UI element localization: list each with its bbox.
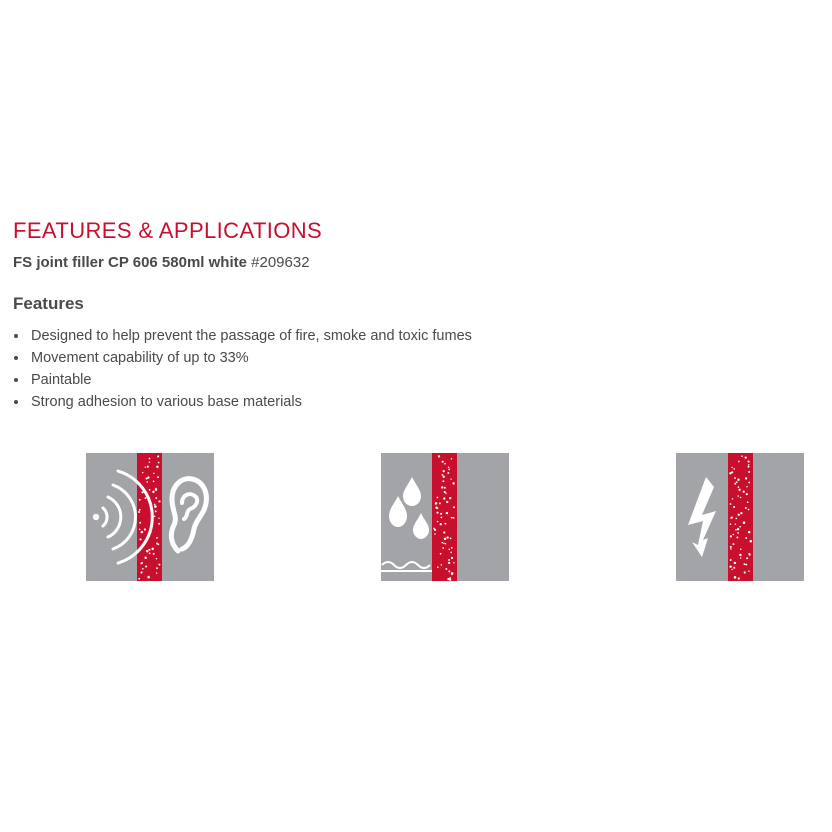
sealant-speckle <box>730 503 732 505</box>
sealant-speckle <box>440 523 442 525</box>
sealant-speckle <box>138 578 140 580</box>
sealant-speckle <box>446 512 448 514</box>
page-title: FEATURES & APPLICATIONS <box>13 218 323 243</box>
sealant-speckle <box>148 549 150 551</box>
sealant-speckle <box>735 523 736 524</box>
sealant-speckle <box>451 458 452 459</box>
sealant-speckle <box>451 572 454 575</box>
sealant-speckle <box>447 472 449 474</box>
sealant-speckle <box>151 526 153 528</box>
sealant-speckle <box>151 508 153 510</box>
sealant-speckle <box>139 499 141 501</box>
sealant-speckle <box>155 497 157 499</box>
sealant-speckle <box>734 576 737 579</box>
sealant-speckle <box>141 572 143 574</box>
sealant-speckle <box>734 562 736 564</box>
sealant-speckle <box>449 577 451 579</box>
sealant-speckle <box>149 489 151 491</box>
sealant-speckle <box>158 564 160 566</box>
sealant-speckle <box>156 558 157 559</box>
features-applications-section <box>13 217 813 413</box>
sealant-speckle <box>747 501 749 503</box>
sealant-speckle <box>738 495 740 497</box>
sealant-speckle <box>158 462 160 464</box>
sealant-speckle <box>736 536 738 538</box>
sealant-speckle <box>445 543 446 544</box>
sealant-speckle <box>154 505 157 508</box>
sealant-speckle <box>734 477 736 479</box>
sealant-speckle <box>444 491 446 493</box>
sealant-speckle <box>748 466 750 468</box>
acoustic-sound-ear-icon <box>86 453 214 581</box>
sealant-speckle <box>153 480 155 482</box>
sealant-speckle <box>734 483 736 485</box>
feature-list <box>13 325 813 413</box>
sealant-speckle <box>443 476 445 478</box>
sealant-speckle <box>730 559 732 561</box>
sealant-speckle <box>440 513 442 515</box>
sealant-speckle <box>738 577 740 579</box>
product-line <box>13 253 813 273</box>
sealant-speckle <box>739 554 742 557</box>
sealant-speckle <box>733 468 735 470</box>
feature-item: Designed to help prevent the passage of fire, smoke and toxic fumes <box>13 325 813 347</box>
product-name: FS joint filler CP 606 580ml white <box>13 254 247 271</box>
sealant-speckle <box>433 528 435 530</box>
sealant-speckle <box>443 531 445 533</box>
sealant-speckle <box>142 568 144 570</box>
sealant-speckle <box>733 506 735 508</box>
sealant-speckle <box>745 507 747 509</box>
sealant-speckle <box>156 537 158 539</box>
sealant-speckle <box>453 562 455 564</box>
sealant-speckle <box>444 487 446 489</box>
feature-item: Strong adhesion to various base materials <box>13 391 813 413</box>
sealant-speckle <box>450 538 452 540</box>
sealant-speckle <box>157 456 159 458</box>
sealant-speckle <box>145 497 147 499</box>
sealant-speckle <box>435 502 438 505</box>
sealant-speckle <box>731 569 732 570</box>
sealant-speckle <box>451 517 453 519</box>
sealant-speckle <box>437 508 438 509</box>
sealant-speckle <box>444 463 446 465</box>
sealant-speckle <box>141 491 143 493</box>
sealant-speckle <box>451 547 453 549</box>
sealant-speckle <box>440 553 442 555</box>
sealant-speckle <box>748 471 750 473</box>
sealant-speckle <box>445 523 447 525</box>
sealant-speckle <box>741 455 743 457</box>
sealant-speckle <box>139 538 141 540</box>
sealant-speckle <box>738 514 740 516</box>
sealant-speckle <box>158 500 160 502</box>
sealant-speckle <box>450 478 451 479</box>
sealant-speckle <box>738 489 740 491</box>
sealant-speckle <box>453 506 455 508</box>
features-heading: Features <box>13 294 84 313</box>
sealant-speckle <box>450 552 452 554</box>
sealant-speckle <box>729 472 731 474</box>
sealant-speckle <box>154 516 156 518</box>
sealant-speckle <box>436 512 438 514</box>
sealant-speckle <box>149 461 151 463</box>
sealant-speckle <box>443 470 445 472</box>
sealant-speckle <box>738 486 740 488</box>
sealant-speckle <box>446 501 448 503</box>
sealant-speckle <box>139 522 141 524</box>
sealant-speckle <box>745 564 747 566</box>
sealant-speckle <box>733 543 735 545</box>
sealant-speckle <box>732 498 734 500</box>
sealant-speckle <box>740 497 741 498</box>
sealant-speckle <box>157 543 159 545</box>
feature-item: Paintable <box>13 369 813 391</box>
sealant-speckle <box>141 531 144 534</box>
sealant-speckle <box>451 557 453 559</box>
sealant-speckle <box>748 509 750 511</box>
sealant-speckle <box>731 467 733 469</box>
sealant-speckle <box>439 502 441 504</box>
sealant-speckle <box>438 455 440 457</box>
sealant-speckle <box>157 476 159 478</box>
sealant-speckle <box>442 547 444 549</box>
lightning-bolt-icon <box>676 453 804 581</box>
sealant-speckle <box>155 488 157 490</box>
sealant-speckle <box>746 486 747 487</box>
sealant-speckle <box>745 477 747 479</box>
sealant-speckle <box>142 472 143 473</box>
sealant-speckle <box>748 570 750 572</box>
sealant-speckle <box>748 482 750 484</box>
sealant-speckle <box>449 549 451 551</box>
sealant-speckle <box>139 509 141 511</box>
sealant-speckle <box>448 469 450 471</box>
sealant-speckle <box>445 493 446 494</box>
sealant-speckle <box>449 497 451 499</box>
sealant-speckle <box>149 458 151 460</box>
sealant-speckle <box>141 562 143 564</box>
sealant-speckle <box>437 521 439 523</box>
sealant-speckle <box>739 526 741 528</box>
sealant-speckle <box>748 531 751 534</box>
sealant-speckle <box>737 532 739 534</box>
sealant-speckle <box>740 512 742 514</box>
sealant-speckle <box>147 576 150 579</box>
sealant-speckle <box>153 473 155 475</box>
sealant-speckle <box>155 510 157 512</box>
sealant-speckle <box>146 481 148 483</box>
sealant-speckle <box>156 466 158 468</box>
sealant-speckle <box>730 523 732 525</box>
sealant-speckle <box>748 553 750 555</box>
sealant-speckle <box>442 461 444 463</box>
sealant-speckle <box>750 540 753 543</box>
sealant-speckle <box>156 572 157 573</box>
sealant-speckle <box>448 570 450 572</box>
sealant-speckle <box>443 543 444 544</box>
sealant-speckle <box>745 537 747 539</box>
sealant-speckle <box>441 542 443 544</box>
sealant-speckle <box>443 497 445 499</box>
sealant-speckle <box>746 493 748 495</box>
sealant-speckle <box>740 549 742 551</box>
sealant-speckle <box>452 482 454 484</box>
sealant-speckle <box>139 529 140 530</box>
sealant-speckle <box>743 491 745 493</box>
sealant-speckle <box>746 557 748 559</box>
sealant-speckle <box>445 568 447 570</box>
sealant-speckle <box>145 466 146 467</box>
sealant-speckle <box>748 464 749 465</box>
sealant-speckle <box>448 559 450 561</box>
sealant-speckle <box>731 516 733 518</box>
sealant-speckle <box>152 491 154 493</box>
sealant-speckle <box>736 518 738 520</box>
sealant-speckle <box>448 562 450 564</box>
sealant-speckle <box>729 566 731 568</box>
sealant-speckle <box>448 467 450 469</box>
sealant-speckle <box>735 529 737 531</box>
sealant-speckle <box>744 571 746 573</box>
sealant-speckle <box>144 556 147 559</box>
sealant-speckle <box>453 517 455 519</box>
sealant-speckle <box>745 456 747 458</box>
sealant-speckle <box>441 517 443 519</box>
sealant-speckle <box>147 476 149 478</box>
sealant-speckle <box>151 548 153 550</box>
sealant-speckle <box>158 518 159 519</box>
sealant-speckle <box>150 532 152 534</box>
sealant-speckle <box>738 461 740 463</box>
sealant-speckle <box>153 553 155 555</box>
water-drops-icon <box>381 453 509 581</box>
sealant-speckle <box>434 533 436 535</box>
sealant-speckle <box>449 579 451 581</box>
sealant-speckle <box>444 538 446 540</box>
sealant-speckle <box>145 565 147 567</box>
sealant-speckle <box>442 474 444 476</box>
sealant-speckle <box>733 534 735 536</box>
sealant-speckle <box>441 486 443 488</box>
sealant-speckle <box>138 511 140 513</box>
sealant-speckle <box>737 528 739 530</box>
sealant-speckle <box>743 563 745 565</box>
sealant-speckle <box>144 528 146 530</box>
sealant-speckle <box>730 535 732 537</box>
sealant-speckle <box>743 521 746 524</box>
product-number: #209632 <box>251 254 310 271</box>
sealant-speckle <box>442 480 444 482</box>
sealant-speckle <box>149 553 151 555</box>
sealant-speckle <box>737 479 739 481</box>
sealant-speckle <box>740 557 741 558</box>
sealant-speckle <box>154 504 156 506</box>
sealant-speckle <box>736 481 738 483</box>
sealant-speckle <box>158 523 160 525</box>
feature-item: Movement capability of up to 33% <box>13 347 813 369</box>
sealant-speckle <box>156 567 158 569</box>
sealant-speckle <box>733 567 735 569</box>
sealant-speckle <box>748 461 750 463</box>
sealant-speckle <box>437 566 439 568</box>
sealant-speckle <box>730 548 732 550</box>
sealant-speckle <box>146 550 149 553</box>
sealant-speckle <box>446 536 448 538</box>
sealant-speckle <box>437 497 439 499</box>
sealant-speckle <box>147 466 149 468</box>
sealant-speckle <box>441 564 443 566</box>
sealant-speckle <box>730 546 732 548</box>
